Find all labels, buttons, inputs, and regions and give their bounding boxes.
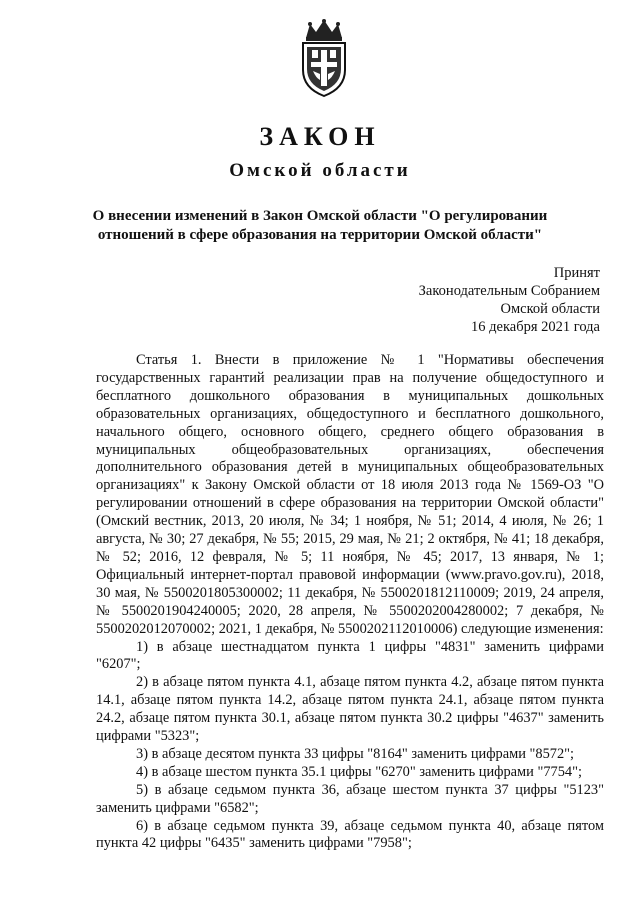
omsk-coat-of-arms-icon — [298, 18, 350, 98]
law-region-subtitle: Омской области — [229, 160, 411, 181]
adoption-line: Законодательным Собранием — [418, 283, 600, 299]
amendment-item: 5) в абзаце седьмом пункта 36, абзаце шестом пункта 37 цифры "5123" заменить цифрами "6582"; — [96, 781, 604, 816]
amendment-item: 2) в абзаце пятом пункта 4.1, абзаце пятом пункта 4.2, абзаце пятом пункта 14.1, абзаце пятом пункта 14.2, абзаце пятом пункта 24.1, абзаце пятом пункта 24.2, абзаце пятом пункта 30.1, абзаце пятом пункта 30.2 цифры "4637" заменить цифрами "5323"; — [96, 674, 604, 745]
amendment-item: 3) в абзаце десятом пункта 33 цифры "8164" заменить цифрами "8572"; — [136, 745, 575, 762]
article-1-paragraph: Статья 1. Внести в приложение № 1 "Нормативы обеспечения государственных гарантий реализации прав на получение общедоступного и бесплатного дошкольного образования в муниципальных дошкольных образовательных организациях, общедоступного и бесплатного дошкольного, начального общего, основного общего, среднего общего образования в муниципальных общеобразовательных организациях, обеспечения дополнительного образования детей в муниципальных общеобразовательных организациях" к Закону Омской области от 18 июля 2013 года № 1569-ОЗ "О регулировании отношений в сфере образования на территории Омской области" (Омский вестник, 2013, 20 июля, № 34; 1 ноября, № 51; 2014, 4 июля, № 26; 1 августа, № 30; 27 декабря, № 55; 2015, 29 мая, № 21; 2 октября, № 41; 18 декабря, № 52; 2016, 12 февраля, № 5; 11 ноября, № 45; 2017, 13 января, № 1; Официальный интернет-портал правовой информации (www.pravo.gov.ru), 2018, 30 мая, № 5500201805300002; 11 декабря, № 5500201812110009; 2019, 24 апреля, № 5500201904240005; 2020, 28 апреля, № 5500202004280002; 7 декабря, № 5500202012070002; 2021, 1 декабря, № 5500202112010006) следующие изменения: — [96, 352, 604, 637]
amendment-item: 6) в абзаце седьмом пункта 39, абзаце седьмом пункта 40, абзаце пятом пункта 42 цифры "6435" заменить цифрами "7958"; — [96, 817, 604, 852]
document-heading-line: О внесении изменений в Закон Омской области "О регулировании — [92, 208, 548, 224]
adoption-block — [419, 264, 600, 336]
document-heading — [80, 207, 560, 245]
law-body — [96, 352, 604, 853]
adoption-line: Принят — [553, 265, 600, 281]
adoption-line: Омской области — [500, 301, 600, 317]
amendment-item: 4) в абзаце шестом пункта 35.1 цифры "6270" заменить цифрами "7754"; — [136, 763, 582, 780]
document-heading-line: отношений в сфере образования на территории Омской области" — [97, 227, 543, 243]
law-title: ЗАКОН — [259, 122, 381, 151]
adoption-date: 16 декабря 2021 года — [471, 319, 600, 335]
amendment-item: 1) в абзаце шестнадцатом пункта 1 цифры "4831" заменить цифрами "6207"; — [96, 638, 604, 673]
